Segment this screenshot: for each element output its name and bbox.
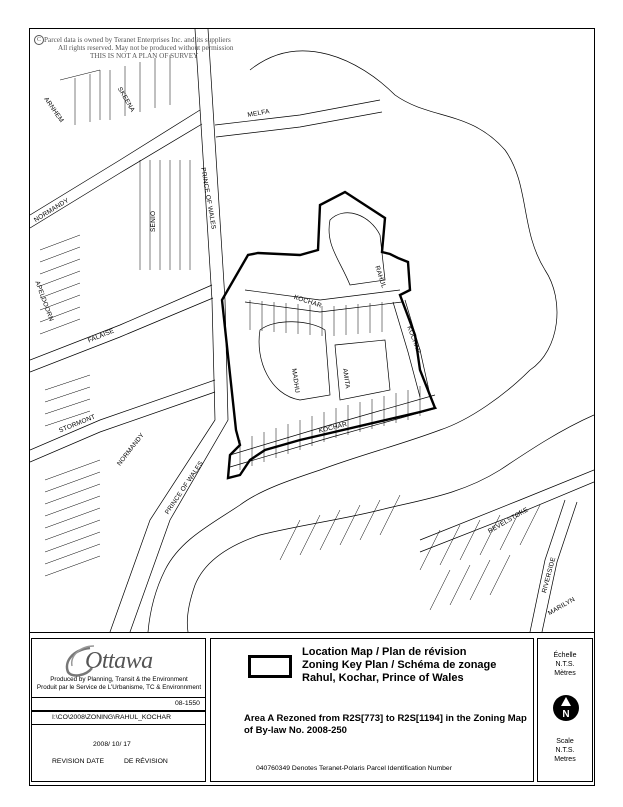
file-path: I:\CO\2008\ZONING\RAHUL_KOCHAR bbox=[52, 714, 171, 721]
file-number: 08-1550 bbox=[175, 700, 200, 707]
street-label-melfa: MELFA bbox=[247, 108, 271, 119]
produced-by-en: Produced by Planning, Transit & the Environment bbox=[50, 676, 188, 683]
street-label-arnhem: ARNHEM bbox=[42, 96, 65, 125]
area-a-description: Area A Rezoned from R2S[773] to R2S[1194] in the Zoning Map of By-law No. 2008-250 bbox=[244, 713, 527, 736]
lots-west bbox=[40, 235, 100, 576]
kochar-upper-road bbox=[245, 290, 402, 312]
ottawa-logo-text: Ottawa bbox=[85, 648, 153, 674]
revision-date: 2008/ 10/ 17 bbox=[93, 741, 131, 748]
pin-description: 040760349 Denotes Teranet-Polaris Parcel Identification Number bbox=[256, 765, 452, 772]
street-label-skeena: SKEENA bbox=[115, 86, 136, 114]
scale-label-en: Scale bbox=[556, 738, 574, 745]
copyright-line-1: Parcel data is owned by Teranet Enterprises Inc. and its suppliers bbox=[44, 36, 231, 44]
revision-label-fr: DE RÉVISION bbox=[124, 758, 168, 765]
street-label-kochar-3: KOCHAR bbox=[318, 420, 348, 435]
river-north-shore bbox=[148, 51, 557, 632]
street-label-madhu: MADHU bbox=[290, 368, 301, 394]
copyright-line-2: All rights reserved. May not be produced without permission bbox=[58, 44, 234, 52]
street-label-marilyn: MARILYN bbox=[547, 596, 577, 618]
lots-south bbox=[280, 495, 540, 610]
scale-value-bottom: N.T.S. bbox=[555, 747, 575, 754]
revelstoke-road bbox=[420, 470, 594, 552]
street-label-stormont: STORMONT bbox=[58, 413, 97, 435]
stormont-road bbox=[30, 380, 215, 462]
prince-of-wales-road bbox=[110, 29, 228, 632]
street-label-falaise: FALAISE bbox=[87, 327, 116, 345]
street-label-amita: AMITA bbox=[341, 368, 351, 390]
produced-by-fr: Produit par le Service de L'Urbanisme, TC & Environnment bbox=[36, 684, 202, 691]
street-label-prince-of-wales-1: PRINCE OF WALES bbox=[199, 167, 217, 230]
street-label-riverside: RIVERSIDE bbox=[541, 556, 558, 594]
map-drawing bbox=[30, 29, 594, 632]
scale-value-top: N.T.S. bbox=[555, 661, 575, 668]
street-label-normandy-2: NORMANDY bbox=[116, 431, 146, 468]
area-a-legend-swatch bbox=[248, 655, 292, 678]
street-label-apeldoorn: APELDOORN bbox=[33, 280, 55, 323]
street-label-kochar-1: KOCHAR bbox=[292, 294, 323, 310]
street-label-senio: SENIO bbox=[150, 210, 157, 232]
street-label-rahul: RAHUL bbox=[373, 265, 388, 290]
street-label-prince-of-wales-2: PRINCE OF WALES bbox=[164, 460, 205, 516]
scale-unit-en: Metres bbox=[554, 756, 576, 763]
melfa-road bbox=[215, 100, 382, 137]
copyright-icon: C bbox=[34, 35, 44, 45]
revision-label-en: REVISION DATE bbox=[52, 758, 104, 765]
lots-north bbox=[60, 55, 190, 270]
street-label-revelstoke: REVELSTOKE bbox=[487, 506, 530, 536]
copyright-line-3: THIS IS NOT A PLAN OF SURVEY bbox=[90, 52, 199, 60]
copyright-note bbox=[36, 36, 234, 60]
legend-title-3: Rahul, Kochar, Prince of Wales bbox=[302, 672, 464, 684]
falaise-road bbox=[30, 285, 213, 372]
legend-title-2: Zoning Key Plan / Schéma de zonage bbox=[302, 659, 497, 671]
north-arrow-icon bbox=[552, 694, 580, 722]
north-symbol: N bbox=[562, 709, 570, 720]
scale-label-fr: Échelle bbox=[553, 652, 577, 659]
scale-unit-fr: Mètres bbox=[554, 670, 576, 677]
street-label-normandy-1: NORMANDY bbox=[33, 197, 71, 224]
river-south-shore bbox=[187, 415, 594, 632]
street-label-kochar-2: KOCHAR bbox=[405, 325, 422, 355]
legend-title-1: Location Map / Plan de révision bbox=[302, 646, 467, 658]
zoning-map[interactable] bbox=[30, 29, 594, 632]
